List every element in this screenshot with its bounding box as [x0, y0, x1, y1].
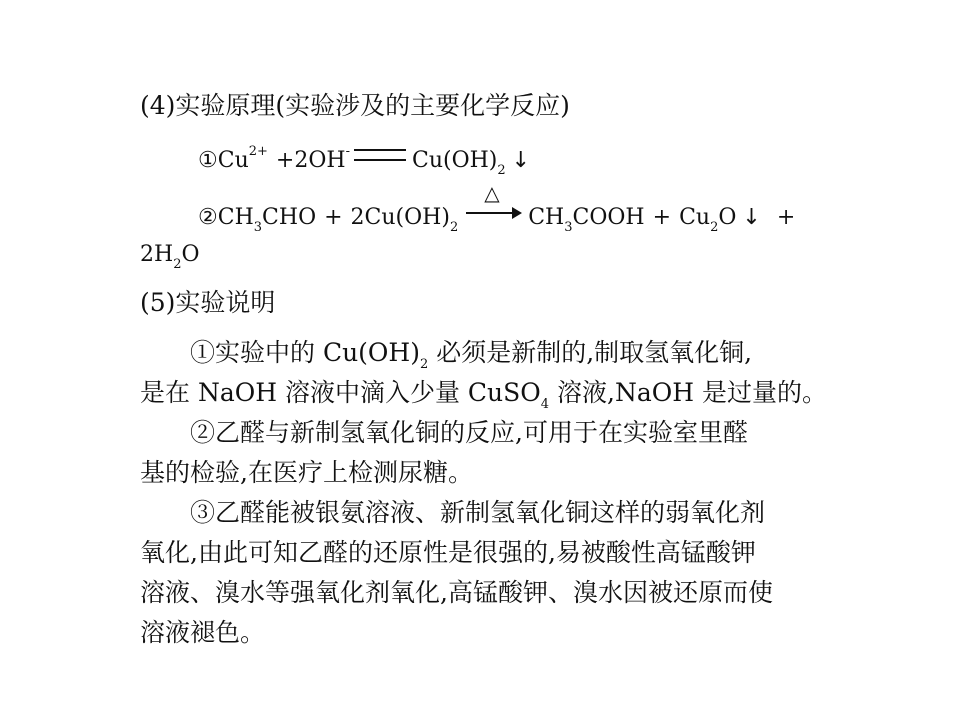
precipitate-arrow-icon: ↓ [742, 205, 761, 230]
copper-hydroxide-reagent-subscript: 2 [449, 220, 459, 235]
water-part-b: O [181, 242, 200, 267]
acetic-acid-subscript: 3 [564, 220, 573, 235]
acetaldehyde-subscript: 3 [253, 220, 263, 235]
cuprous-oxide-part-b: O [718, 205, 737, 230]
plus-sign: + [652, 205, 672, 230]
plus-sign: + [275, 148, 295, 173]
acetaldehyde-part-a: CH [217, 205, 254, 230]
note-1-text-a: ①实验中的 Cu(OH) [190, 338, 420, 367]
equation-1-number: ① [198, 148, 218, 173]
note-1-subscript-a: 2 [419, 357, 429, 372]
plus-sign: + [324, 205, 343, 230]
plus-sign: + [776, 205, 796, 230]
water-part-a: 2H [140, 242, 174, 267]
cuprous-oxide-part-a: Cu [679, 205, 711, 230]
copper-hydroxide-reagent: 2Cu(OH) [350, 205, 450, 230]
note-2-line-1: ②乙醛与新制氢氧化铜的反应,可用于在实验室里醛 [190, 418, 748, 447]
hydroxide-ion: 2OH [294, 148, 346, 173]
precipitate-arrow-icon: ↓ [511, 148, 531, 173]
copper-hydroxide-subscript: 2 [497, 163, 506, 178]
copper-ion: Cu [217, 148, 249, 173]
acetaldehyde-part-b: CHO [262, 205, 317, 230]
copper-ion-charge: 2+ [248, 144, 268, 159]
acetic-acid-part-a: CH [528, 205, 565, 230]
heating-arrow-icon [466, 181, 522, 222]
note-2-line-2: 基的检验,在医疗上检测尿糖。 [140, 458, 473, 487]
note-1-text-d: 溶液,NaOH 是过量的。 [549, 378, 827, 407]
hydroxide-ion-charge: - [345, 144, 350, 159]
acetic-acid-part-b: COOH [572, 205, 645, 230]
copper-hydroxide: Cu(OH) [411, 148, 498, 173]
equals-double-line [354, 149, 406, 161]
equation-2-number: ② [198, 205, 218, 230]
heat-condition-icon: △ [484, 181, 500, 205]
section-5-heading: (5)实验说明 [140, 288, 276, 317]
note-3-line-2: 氧化,由此可知乙醛的还原性是很强的,易被酸性高锰酸钾 [140, 538, 756, 567]
note-1-line-1 [190, 338, 753, 372]
reaction-equation-1 [198, 146, 530, 176]
note-1-line-2 [140, 378, 827, 412]
water-subscript: 2 [173, 257, 182, 272]
reaction-equation-2-continued [140, 240, 200, 270]
note-1-subscript-c: 4 [540, 397, 550, 412]
note-3-line-3: 溶液、溴水等强氧化剂氧化,高锰酸钾、溴水因被还原而使 [140, 578, 773, 607]
cuprous-oxide-subscript: 2 [710, 220, 719, 235]
reaction-equation-2 [198, 181, 796, 235]
note-3-line-4: 溶液褪色。 [140, 618, 266, 647]
note-1-text-c: 是在 NaOH 溶液中滴入少量 CuSO [140, 378, 541, 407]
section-4-heading: (4)实验原理(实验涉及的主要化学反应) [140, 91, 570, 120]
note-3-line-1: ③乙醛能被银氨溶液、新制氢氧化铜这样的弱氧化剂 [190, 498, 766, 527]
note-1-text-b: 必须是新制的,制取氢氧化铜, [428, 338, 753, 367]
